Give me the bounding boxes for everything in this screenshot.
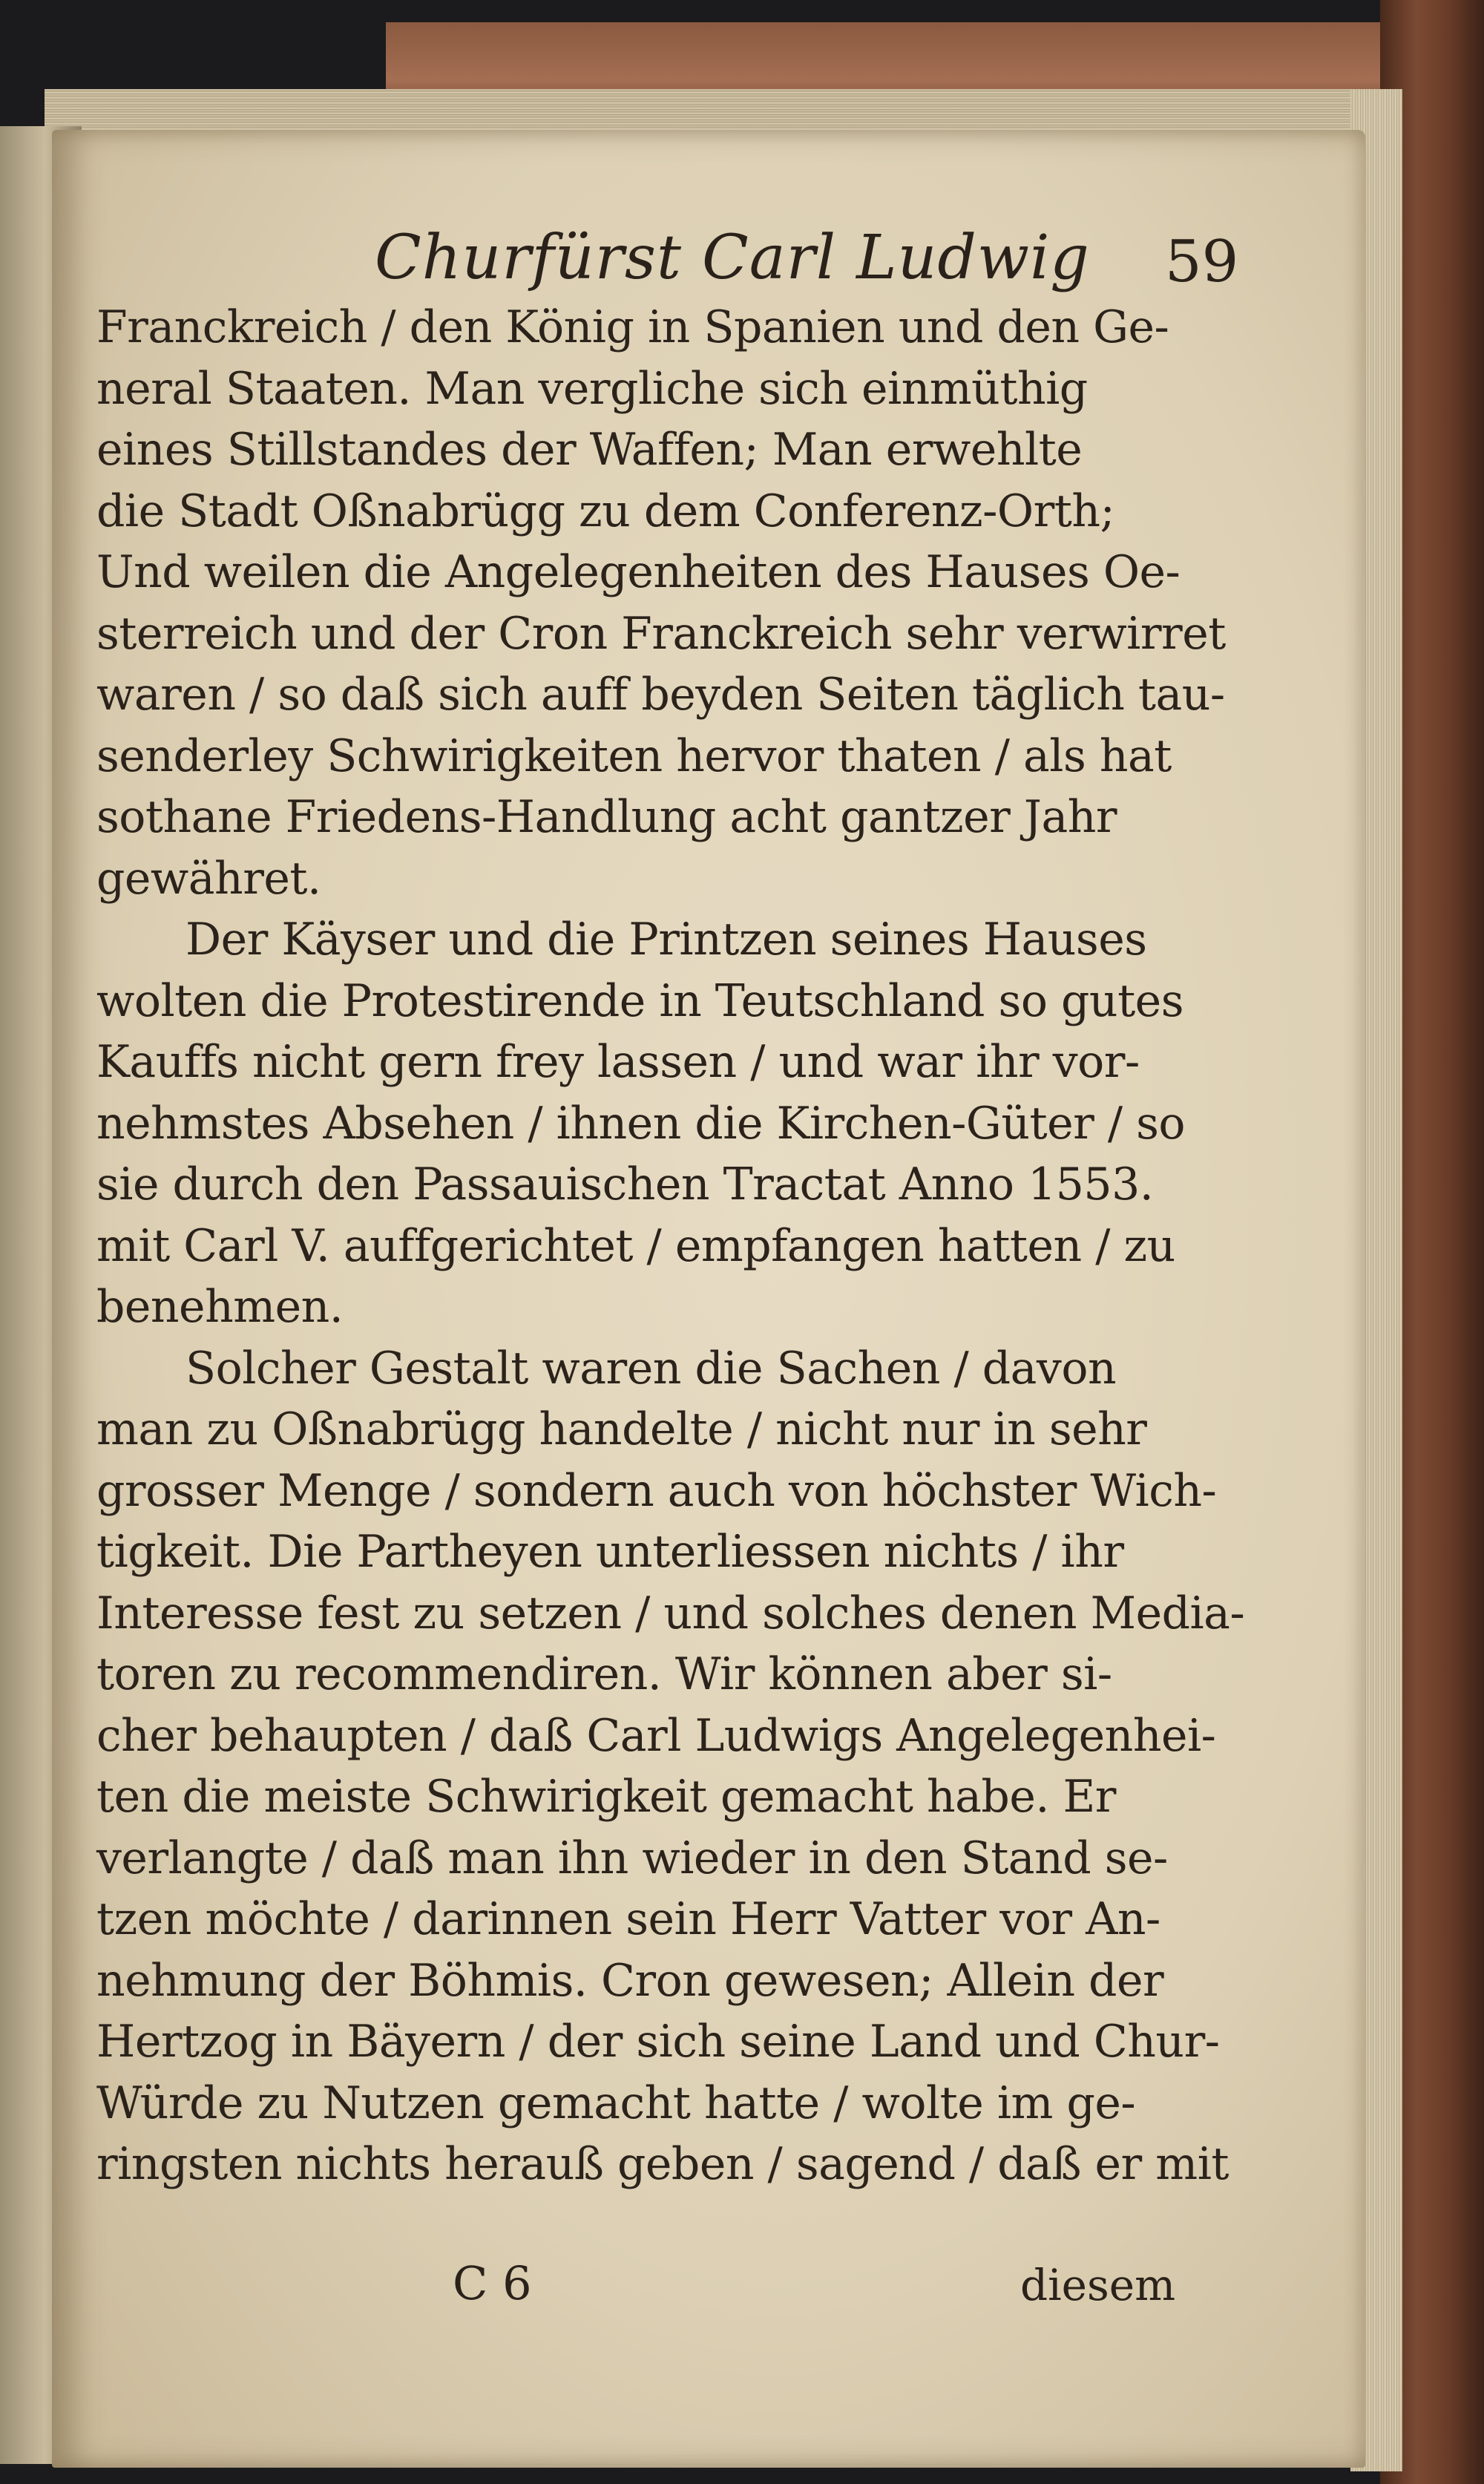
text-line: senderley Schwirigkeiten hervor thaten / als hat xyxy=(96,730,1172,782)
text-line: sothane Friedens-Handlung acht gantzer Jahr xyxy=(96,791,1117,843)
text-line: wolten die Protestirende in Teutschland so gutes xyxy=(96,974,1183,1027)
text-line: cher behaupten / daß Carl Ludwigs Angelegenhei- xyxy=(96,1709,1216,1762)
text-line: sie durch den Passauischen Tractat Anno 1553. xyxy=(96,1159,1154,1210)
text-line: mit Carl V. auffgerichtet / empfangen hatten / zu xyxy=(96,1219,1175,1272)
text-line: man zu Oßnabrügg handelte / nicht nur in sehr xyxy=(96,1403,1147,1455)
text-line: ringsten nichts herauß geben / sagend / daß er mit xyxy=(96,2138,1229,2190)
text-line: Und weilen die Angelegenheiten des Hauses Oe- xyxy=(96,546,1181,598)
text-line: eines Stillstandes der Waffen; Man erwehlte xyxy=(96,424,1083,476)
text-line: grosser Menge / sondern auch von höchster Wich- xyxy=(96,1464,1217,1517)
text-line: neral Staaten. Man vergliche sich einmüthig xyxy=(96,362,1088,415)
text-line: toren zu recommendiren. Wir können aber si- xyxy=(96,1648,1112,1700)
text-line: tzen möchte / darinnen sein Herr Vatter vor An- xyxy=(96,1893,1160,1945)
catchword: diesem xyxy=(1020,2260,1176,2310)
text-line: tigkeit. Die Partheyen unterliessen nichts / ihr xyxy=(96,1526,1124,1578)
text-line: ten die meiste Schwirigkeit gemacht habe. Er xyxy=(96,1771,1116,1823)
text-line: waren / so daß sich auff beyden Seiten täglich tau- xyxy=(96,669,1225,721)
signature-mark: C 6 xyxy=(453,2256,532,2310)
text-line: Interesse fest zu setzen / und solches denen Media- xyxy=(96,1587,1245,1639)
text-line: Der Käyser und die Printzen seines Hauses xyxy=(186,914,1147,966)
text-line: Hertzog in Bäyern / der sich seine Land und Chur- xyxy=(96,2016,1220,2068)
text-line: Kauffs nicht gern frey lassen / und war ihr vor- xyxy=(96,1036,1140,1088)
text-line: Franckreich / den König in Spanien und den Ge- xyxy=(96,301,1169,353)
text-line: sterreich und der Cron Franckreich sehr verwirret xyxy=(96,607,1226,660)
text-line: die Stadt Oßnabrügg zu dem Conferenz-Orth; xyxy=(96,485,1115,537)
text-line: benehmen. xyxy=(96,1281,344,1333)
text-line: nehmung der Böhmis. Cron gewesen; Allein der xyxy=(96,1954,1164,2007)
body-text xyxy=(96,297,1245,2195)
text-line: gewähret. xyxy=(96,852,321,905)
text-line: nehmstes Absehen / ihnen die Kirchen-Güter / so xyxy=(96,1097,1186,1150)
text-line: Solcher Gestalt waren die Sachen / davon xyxy=(186,1342,1117,1395)
running-head: Churfürst Carl Ludwig xyxy=(375,223,1090,293)
page-number: 59 xyxy=(1165,229,1239,295)
text-line: verlangte / daß man ihn wieder in den Stand se- xyxy=(96,1832,1168,1884)
text-line: Würde zu Nutzen gemacht hatte / wolte im ge- xyxy=(96,2077,1136,2129)
